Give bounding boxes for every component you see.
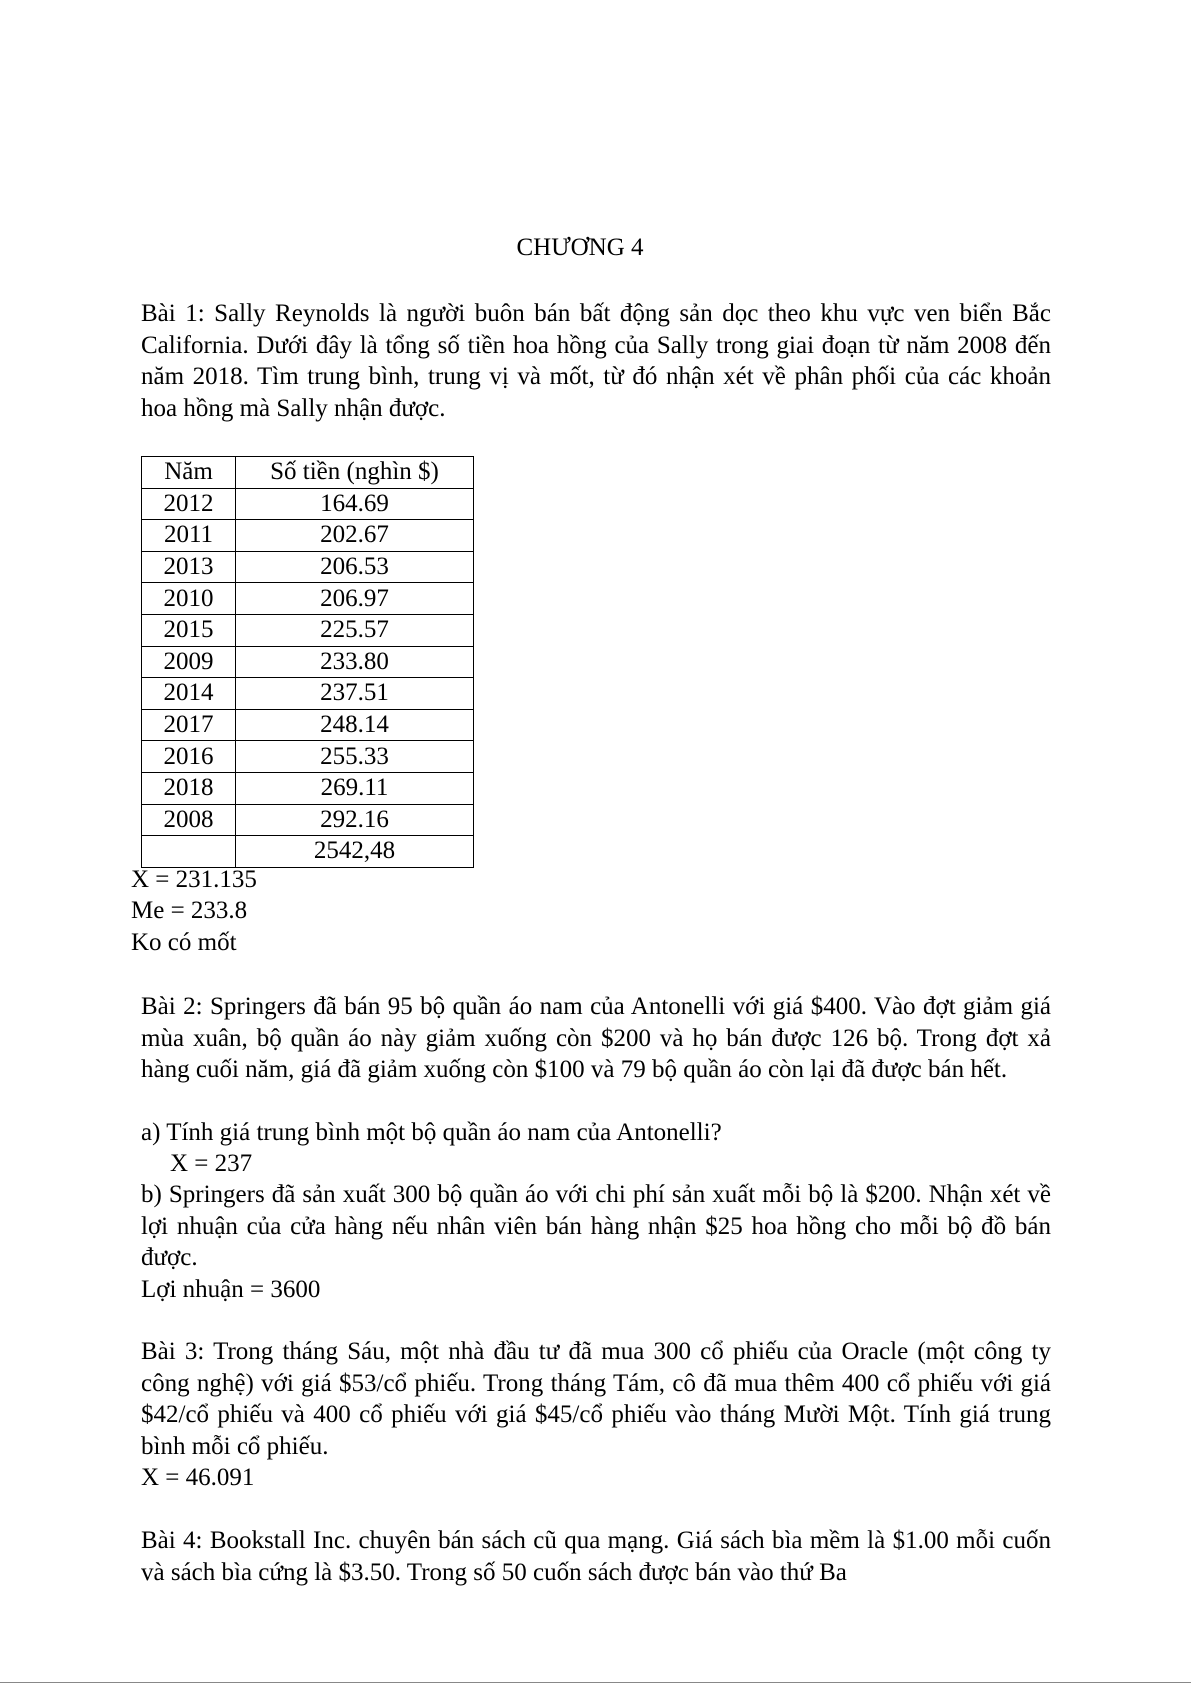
bai1-mode: Ko có mốt [131, 929, 237, 956]
commission-table [141, 456, 474, 868]
amount-cell: 237.51 [236, 678, 474, 710]
year-cell: 2014 [142, 678, 236, 710]
year-cell: 2018 [142, 772, 236, 804]
table-row [142, 678, 474, 710]
chapter-title: CHƯƠNG 4 [516, 234, 644, 261]
amount-cell: 164.69 [236, 488, 474, 520]
table-total-row [142, 836, 474, 868]
amount-cell: 292.16 [236, 804, 474, 836]
bai3-text: Bài 3: Trong tháng Sáu, một nhà đầu tư đã mua 300 cổ phiếu của Oracle (một công ty công nghệ) với giá $53/cổ phiếu. Trong tháng Tám, cô đã mua thêm 400 cổ phiếu với giá $42/cổ phiếu và 400 cổ phiếu với giá $45/cổ phiếu vào tháng Mười Một. Tính giá trung bình mỗi cổ phiếu. [141, 1338, 1051, 1460]
table-row [142, 709, 474, 741]
bai1-text: Bài 1: Sally Reynolds là người buôn bán bất động sản dọc theo khu vực ven biển Bắc California. Dưới đây là tổng số tiền hoa hồng của Sally trong giai đoạn từ năm 2008 đến năm 2018. Tìm trung bình, trung vị và mốt, từ đó nhận xét về phân phối của các khoản hoa hồng mà Sally nhận được. [141, 300, 1051, 422]
bai2-question-a: a) Tính giá trung bình một bộ quần áo nam của Antonelli? [141, 1119, 722, 1146]
bai2-text: Bài 2: Springers đã bán 95 bộ quần áo nam của Antonelli với giá $400. Vào đợt giảm giá mùa xuân, bộ quần áo này giảm xuống còn $200 và họ bán được 126 bộ. Trong đợt xả hàng cuối năm, giá đã giảm xuống còn $100 và 79 bộ quần áo còn lại đã được bán hết. [141, 993, 1051, 1083]
year-cell: 2016 [142, 741, 236, 773]
bai3-answer: X = 46.091 [141, 1464, 255, 1491]
year-cell: 2011 [142, 520, 236, 552]
header-amount: Số tiền (nghìn $) [236, 457, 474, 489]
table-row [142, 520, 474, 552]
bai4-text: Bài 4: Bookstall Inc. chuyên bán sách cũ qua mạng. Giá sách bìa mềm là $1.00 mỗi cuốn và sách bìa cứng là $3.50. Trong số 50 cuốn sách được bán vào thứ Ba [141, 1527, 1051, 1586]
amount-cell: 225.57 [236, 614, 474, 646]
table-row [142, 551, 474, 583]
bai2-answer-a: X = 237 [170, 1150, 253, 1177]
year-cell: 2009 [142, 646, 236, 678]
bai2-answer-b: Lợi nhuận = 3600 [141, 1276, 321, 1303]
amount-cell: 248.14 [236, 709, 474, 741]
year-cell: 2008 [142, 804, 236, 836]
year-cell: 2015 [142, 614, 236, 646]
table-row [142, 741, 474, 773]
year-cell: 2010 [142, 583, 236, 615]
bai1-mean: X = 231.135 [131, 866, 257, 893]
amount-cell: 206.53 [236, 551, 474, 583]
bai1-median: Me = 233.8 [131, 897, 248, 924]
year-cell: 2013 [142, 551, 236, 583]
page-bottom-rule [0, 1682, 1191, 1683]
year-cell: 2012 [142, 488, 236, 520]
amount-cell: 206.97 [236, 583, 474, 615]
header-year: Năm [142, 457, 236, 489]
total-cell: 2542,48 [236, 836, 474, 868]
table-row [142, 488, 474, 520]
amount-cell: 233.80 [236, 646, 474, 678]
amount-cell: 255.33 [236, 741, 474, 773]
amount-cell: 269.11 [236, 772, 474, 804]
table-row [142, 583, 474, 615]
table-header-row [142, 457, 474, 489]
table-row [142, 804, 474, 836]
table-row [142, 772, 474, 804]
table-row [142, 646, 474, 678]
bai2-question-b: b) Springers đã sản xuất 300 bộ quần áo với chi phí sản xuất mỗi bộ là $200. Nhận xét về lợi nhuận của cửa hàng nếu nhân viên bán hàng nhận $25 hoa hồng cho mỗi bộ đồ bán được. [141, 1181, 1051, 1271]
table-row [142, 614, 474, 646]
year-cell [142, 836, 236, 868]
amount-cell: 202.67 [236, 520, 474, 552]
year-cell: 2017 [142, 709, 236, 741]
